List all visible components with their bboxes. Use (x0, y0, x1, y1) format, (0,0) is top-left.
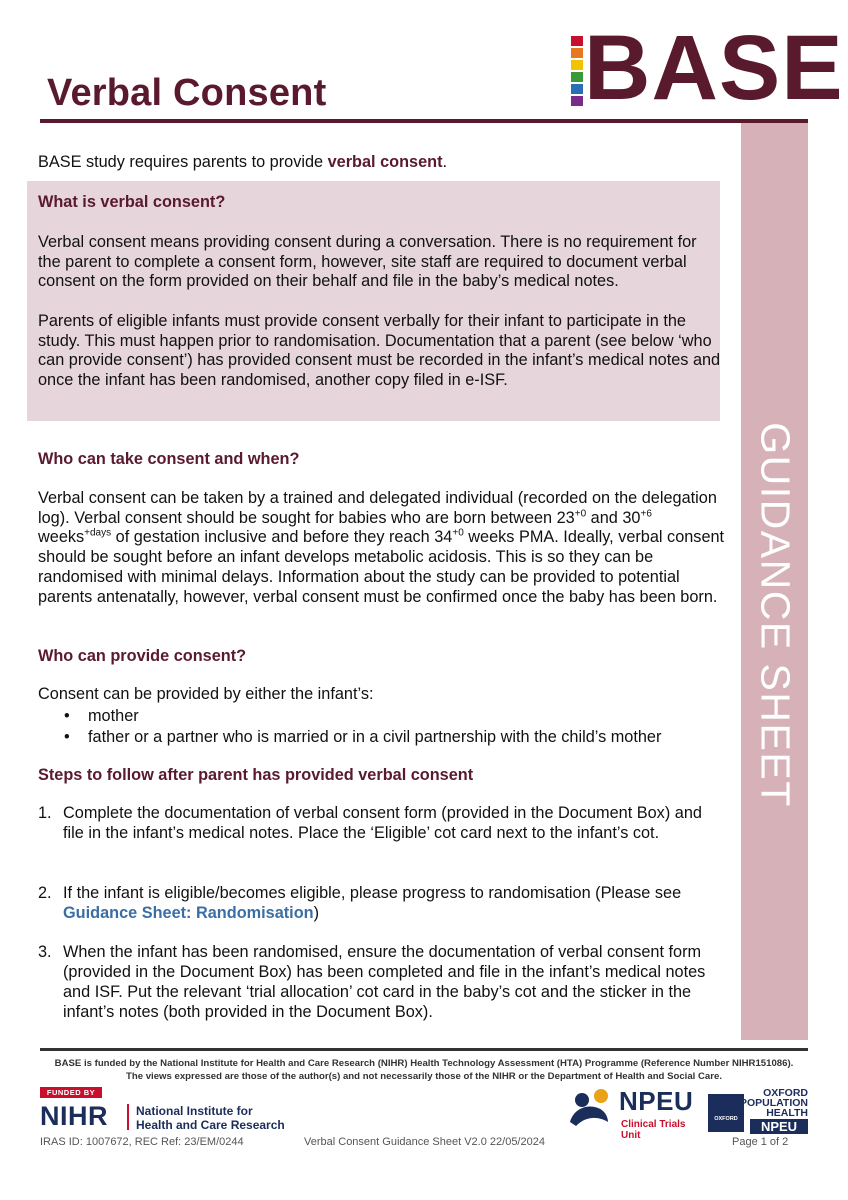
list-item: • father or a partner who is married or in a civil partnership with the child’s mother (62, 727, 661, 748)
what-is-para-1: Verbal consent means providing consent during a conversation. There is no requirement for the parent to complete a consent form, however, site staff are required to document verbal consent on the form provided on their behalf and file in the baby’s medical notes. (38, 233, 697, 291)
who-take-text-3: weeks (38, 528, 85, 547)
intro-prefix: BASE study requires parents to provide (38, 153, 328, 171)
oxford-line-2: POPULATION (739, 1097, 808, 1109)
who-take-text-4: of gestation inclusive and before they reach 34 (111, 528, 453, 547)
page-number: Page 1 of 2 (732, 1136, 789, 1148)
intro-text (38, 153, 447, 172)
logo-text: BASE (584, 17, 844, 119)
who-provide-intro: Consent can be provided by either the infant’s: (38, 685, 374, 703)
step-2-text-before: If the infant is eligible/becomes eligible, please progress to randomisation (Please see (63, 884, 682, 902)
nihr-name-line-1: National Institute for (136, 1104, 253, 1118)
page-title: Verbal Consent (47, 72, 327, 114)
what-is-heading: What is verbal consent? (38, 193, 226, 211)
side-label: GUIDANCE SHEET (752, 422, 799, 808)
base-logo (568, 17, 844, 119)
step-text (63, 883, 723, 923)
title-divider (40, 119, 808, 123)
step-2-text-after: ) (313, 904, 320, 922)
nihr-name (136, 1104, 285, 1132)
oxford-line-1: OXFORD (763, 1087, 808, 1099)
who-provide-list (62, 706, 661, 748)
npeu-subtitle: Clinical Trials Unit (621, 1119, 686, 1141)
who-take-heading: Who can take consent and when? (38, 450, 300, 468)
logo-color-bars (571, 36, 583, 108)
who-take-text-2: and 30 (586, 508, 641, 527)
who-take-sup-2: +6 (640, 508, 652, 520)
oxford-line-3: HEALTH (766, 1107, 808, 1119)
npeu-figure-icon (568, 1086, 614, 1130)
who-take-text-1: Verbal consent can be taken by a trained and delegated individual (recorded on the delegation log). Verbal consent should be sought for babies who are born between 23 (38, 489, 717, 527)
oxford-title (730, 1088, 808, 1118)
nihr-logo: NIHR (40, 1101, 108, 1131)
who-take-text-5: weeks PMA. Ideally, verbal consent should be sought before an infant develops metabolic acidosis. This is so they can be randomised with minimal delays. Information about the study can be provided to potential parents antenatally, however, verbal consent must be confirmed once the baby has been born. (38, 528, 725, 606)
step-number: 1. (38, 804, 52, 822)
who-provide-heading: Who can provide consent? (38, 647, 247, 665)
step-text: When the infant has been randomised, ensure the documentation of verbal consent form (provided in the Document Box) has been completed and file in the infant’s medical notes and ISF. Put the relevant ‘trial allocation’ cot card in the baby’s cot and the sticker in the infant’s notes (both provided in the Document Box). (63, 943, 706, 1021)
npeu-wordmark: NPEU (619, 1086, 694, 1116)
funding-line-2: The views expressed are those of the author(s) and not necessarily those of the NIHR or the Department of Health and Social Care. (125, 1071, 723, 1082)
what-is-para-2: Parents of eligible infants must provide consent verbally for their infant to participate in the study. This must happen prior to randomisation. Documentation that a parent (see below ‘who can provide consent’) has provided consent must be recorded in the infant’s medical notes and once the infant has been randomised, another copy filed in e-ISF. (38, 312, 721, 390)
step-number: 3. (38, 943, 52, 961)
randomisation-guidance-link[interactable]: Guidance Sheet: Randomisation (63, 904, 314, 922)
step-text: Complete the documentation of verbal consent form (provided in the Document Box) and file in the infant’s medical notes. Place the ‘Eligible’ cot card next to the infant’s cot. (63, 804, 702, 842)
intro-suffix: . (442, 153, 448, 171)
step-number: 2. (38, 884, 52, 902)
who-take-para (38, 489, 728, 607)
oxford-npeu-badge: NPEU (750, 1119, 808, 1134)
oxford-population-health-logo (708, 1088, 812, 1134)
funding-line-1: BASE is funded by the National Institute for Health and Care Research (NIHR) Health Technology Assessment (HTA) Programme (Reference Number NIHR151086). (54, 1058, 794, 1069)
document-version: Verbal Consent Guidance Sheet V2.0 22/05/2024 (304, 1136, 545, 1148)
who-take-sup-4: +0 (452, 527, 464, 539)
oxford-crest-label: OXFORD (714, 1116, 738, 1122)
funded-by-badge: FUNDED BY (40, 1087, 102, 1098)
iras-reference: IRAS ID: 1007672, REC Ref: 23/EM/0244 (40, 1136, 244, 1148)
intro-emphasis: verbal consent (327, 153, 443, 171)
list-item: • mother (62, 706, 661, 727)
who-take-sup-1: +0 (574, 508, 587, 520)
footer-divider (40, 1048, 808, 1051)
npeu-logo (568, 1086, 700, 1141)
nihr-name-line-2: Health and Care Research (136, 1118, 285, 1132)
nihr-divider (127, 1104, 129, 1130)
funding-statement (40, 1057, 808, 1083)
steps-heading: Steps to follow after parent has provided verbal consent (38, 766, 474, 784)
who-take-sup-3: +days (84, 527, 112, 539)
